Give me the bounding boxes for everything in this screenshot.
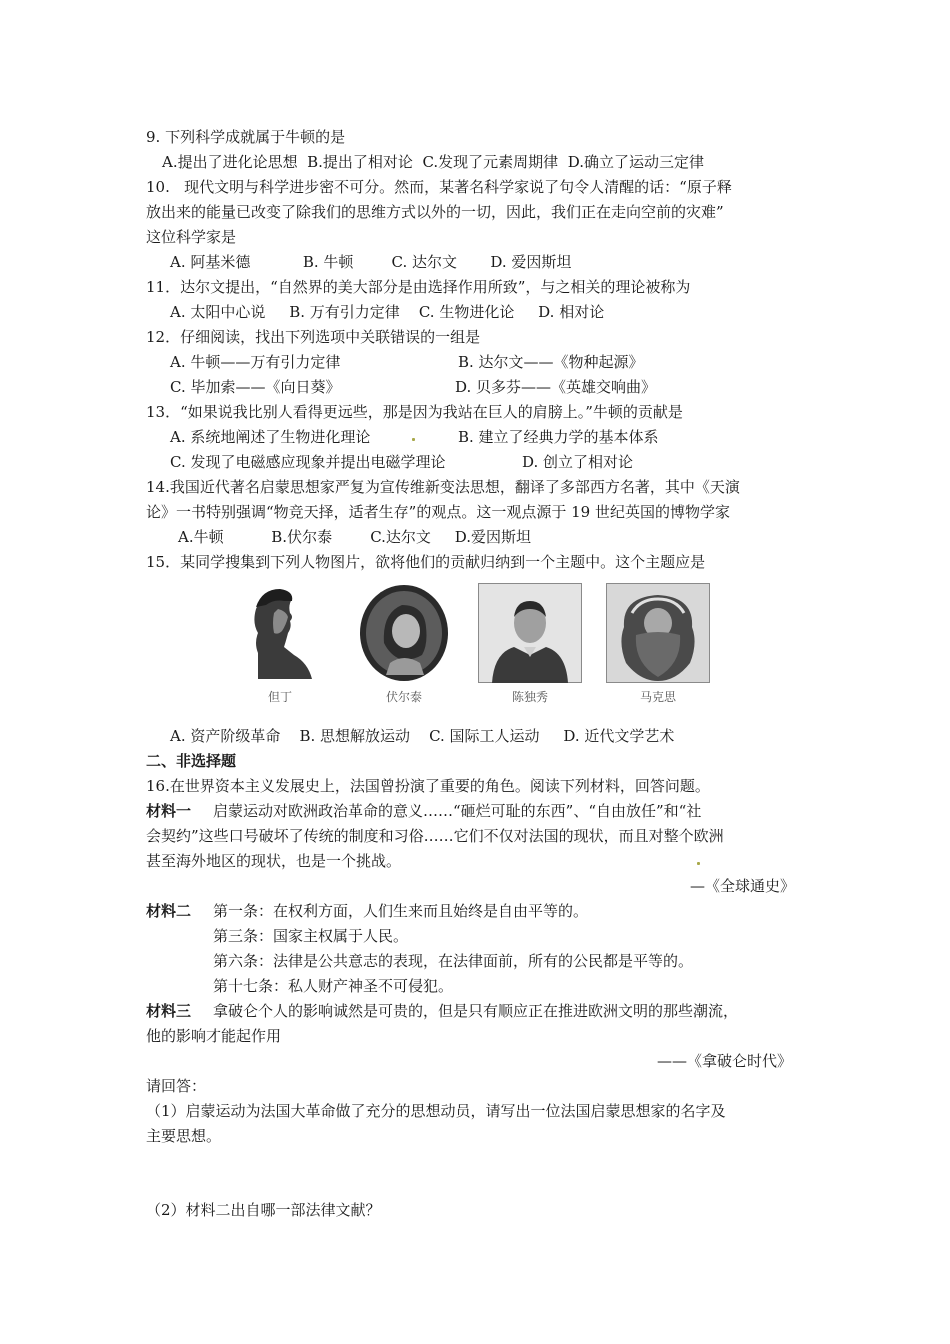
caption-chen-duxiu: 陈独秀	[511, 690, 548, 704]
material-2-label: 材料二	[146, 902, 192, 920]
portrait-chen-duxiu	[478, 583, 582, 683]
caption-dante: 但丁	[267, 690, 292, 704]
material-1-source: —《全球通史》	[690, 877, 796, 895]
material-3-source: ——《拿破仑时代》	[657, 1052, 793, 1070]
q12-option-b: B. 达尔文——《物种起源》	[458, 353, 644, 371]
q13-stem: 13．“如果说我比别人看得更远些，那是因为我站在巨人的肩膀上。”牛顿的贡献是	[146, 403, 683, 421]
q12-option-d: D. 贝多芬——《英雄交响曲》	[455, 378, 657, 396]
portrait-row	[222, 583, 742, 711]
material-3-label: 材料三	[146, 1002, 192, 1020]
q14-line1: 14.我国近代著名启蒙思想家严复为宣传维新变法思想，翻译了多部西方名著，其中《天演	[146, 478, 740, 496]
q9-stem: 9. 下列科学成就属于牛顿的是	[146, 128, 346, 146]
q15-options: A. 资产阶级革命 B. 思想解放运动 C. 国际工人运动 D. 近代文学艺术	[170, 727, 675, 745]
q14-options: A.牛顿 B.伏尔泰 C.达尔文 D.爱因斯坦	[178, 528, 532, 546]
answer-prompt: 请回答：	[146, 1077, 207, 1095]
q12-stem: 12．仔细阅读，找出下列选项中关联错误的一组是	[146, 328, 481, 346]
scan-speck	[412, 438, 415, 441]
q10-line1: 10. 现代文明与科学进步密不可分。然而，某著名科学家说了句令人清醒的话：“原子释	[146, 178, 732, 196]
portrait-marx	[606, 583, 710, 683]
q9-options: A.提出了进化论思想 B.提出了相对论 C.发现了元素周期律 D.确立了运动三定律	[162, 153, 704, 171]
q13-option-b: B. 建立了经典力学的基本体系	[458, 428, 659, 446]
q13-option-d: D. 创立了相对论	[522, 453, 634, 471]
section-title: 二、非选择题	[146, 752, 237, 770]
material-1-label: 材料一	[146, 802, 192, 820]
q12-option-a: A. 牛顿——万有引力定律	[170, 353, 341, 371]
sub-question-1-line1: （1）启蒙运动为法国大革命做了充分的思想动员，请写出一位法国启蒙思想家的名字及	[146, 1102, 726, 1120]
material-2-article-3: 第三条：国家主权属于人民。	[213, 927, 409, 945]
caption-marx: 马克思	[639, 690, 676, 704]
q14-line2: 论》一书特别强调“物竞天择，适者生存”的观点。这一观点源于 19 世纪英国的博物学家	[146, 503, 730, 521]
sub-question-1-line2: 主要思想。	[146, 1127, 222, 1145]
q13-option-c: C. 发现了电磁感应现象并提出电磁学理论	[170, 453, 446, 471]
portrait-voltaire	[352, 583, 456, 683]
material-2-article-6: 第六条：法律是公共意志的表现，在法律面前，所有的公民都是平等的。	[213, 952, 694, 970]
q10-options: A. 阿基米德 B. 牛顿 C. 达尔文 D. 爱因斯坦	[170, 253, 572, 271]
material-1-line2: 会契约”这些口号破坏了传统的制度和习俗……它们不仅对法国的现状，而且对整个欧洲	[146, 827, 724, 845]
portrait-dante	[228, 583, 332, 683]
q12-option-c: C. 毕加索——《向日葵》	[170, 378, 341, 396]
material-3-line2: 他的影响才能起作用	[146, 1027, 282, 1045]
material-2-article-17: 第十七条：私人财产神圣不可侵犯。	[213, 977, 454, 995]
sub-question-2: （2）材料二出自哪一部法律文献？	[146, 1201, 381, 1219]
material-3-line1: 拿破仑个人的影响诚然是可贵的，但是只有顺应正在推进欧洲文明的那些潮流，	[213, 1002, 739, 1020]
caption-voltaire: 伏尔泰	[385, 690, 422, 704]
q13-option-a: A. 系统地阐述了生物进化理论	[170, 428, 371, 446]
q11-options: A. 太阳中心说 B. 万有引力定律 C. 生物进化论 D. 相对论	[170, 303, 605, 321]
material-1-line1: 启蒙运动对欧洲政治革命的意义……“砸烂可耻的东西”、“自由放任”和“社	[213, 802, 702, 820]
q10-line3: 这位科学家是	[146, 228, 237, 246]
q16-stem: 16.在世界资本主义发展史上，法国曾扮演了重要的角色。阅读下列材料，回答问题。	[146, 777, 710, 795]
q11-stem: 11．达尔文提出，“自然界的美大部分是由选择作用所致”，与之相关的理论被称为	[146, 278, 691, 296]
scan-speck	[697, 862, 700, 865]
material-2-article-1: 第一条：在权利方面，人们生来而且始终是自由平等的。	[213, 902, 589, 920]
q15-stem: 15．某同学搜集到下列人物图片，欲将他们的贡献归纳到一个主题中。这个主题应是	[146, 553, 706, 571]
q10-line2: 放出来的能量已改变了除我们的思维方式以外的一切，因此，我们正在走向空前的灾难”	[146, 203, 724, 221]
material-1-line3: 甚至海外地区的现状，也是一个挑战。	[146, 852, 402, 870]
